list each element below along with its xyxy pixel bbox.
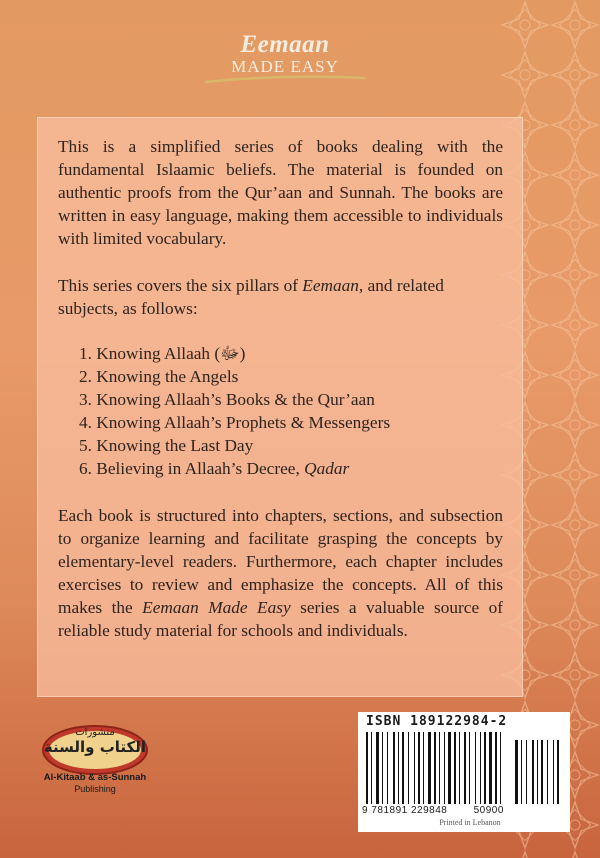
barcode-bar — [454, 732, 456, 804]
barcode-bar — [398, 732, 399, 804]
publisher-name: Al-Kitaab & as-Sunnah Publishing — [43, 772, 147, 794]
list-item: 6. Believing in Allaah’s Decree, Qadar — [79, 459, 350, 478]
barcode-bar — [408, 732, 409, 804]
barcode-number: 9 781891 229848 50900 — [362, 805, 504, 816]
barcode-bar — [414, 732, 415, 804]
list-item: 2. Knowing the Angels — [79, 367, 239, 386]
barcode-bar — [500, 732, 501, 804]
list-item: 1. Knowing Allaah (ﷻ) — [79, 344, 246, 363]
barcode-bar — [557, 740, 559, 804]
barcode-bar — [387, 732, 388, 804]
barcode-bar — [526, 740, 527, 804]
logo-subtitle: MADE EASY — [231, 57, 339, 76]
logo-swoosh — [205, 72, 365, 86]
barcode-bar — [459, 732, 460, 804]
logo-title: Eemaan — [240, 31, 330, 58]
barcode-bar — [521, 740, 522, 804]
list-item: 4. Knowing Allaah’s Prophets & Messengers — [79, 413, 391, 432]
pillars-paragraph: This series covers the six pillars of Eemaan, and related subjects, as follows: — [58, 276, 444, 318]
barcode-bar — [480, 732, 481, 804]
barcode-bar — [371, 732, 372, 804]
barcode-bar — [537, 740, 538, 804]
list-item: 5. Knowing the Last Day — [79, 436, 254, 455]
barcode-bar — [448, 732, 451, 804]
barcode — [364, 732, 564, 804]
barcode-bar — [475, 732, 476, 804]
description — [58, 135, 503, 642]
printed-in: Printed in Lebanon — [439, 818, 501, 827]
isbn-label: ISBN 189122984-2 — [366, 714, 508, 729]
barcode-bar — [541, 740, 543, 804]
barcode-bar — [434, 732, 436, 804]
barcode-bar — [402, 732, 404, 804]
barcode-bar — [515, 740, 518, 804]
barcode-bar — [547, 740, 548, 804]
barcode-bar — [469, 732, 470, 804]
barcode-bar — [495, 732, 497, 804]
barcode-bar — [382, 732, 383, 804]
barcode-bar — [489, 732, 492, 804]
barcode-bar — [418, 732, 420, 804]
intro-paragraph: This is a simplified series of books dealing with the fundamental Islaamic beliefs. The material is founded on authentic proofs from the Qur’aan and Sunnah. The books are written in easy language, making them accessible to individuals with limited vocabulary. — [58, 137, 503, 248]
barcode-bar — [376, 732, 379, 804]
publisher-arabic: منشورات الكتاب والسنة — [43, 727, 147, 756]
barcode-bar — [484, 732, 486, 804]
barcode-bar — [393, 732, 395, 804]
series-logo — [205, 32, 365, 76]
list-item: 3. Knowing Allaah’s Books & the Qur’aan — [79, 390, 375, 409]
book-list — [58, 342, 503, 480]
barcode-bar — [423, 732, 424, 804]
barcode-bar — [444, 732, 445, 804]
barcode-bar — [464, 732, 466, 804]
barcode-bar — [532, 740, 534, 804]
barcode-bar — [439, 732, 440, 804]
barcode-bar — [428, 732, 431, 804]
barcode-bar — [553, 740, 554, 804]
barcode-bar — [366, 732, 368, 804]
structure-paragraph: Each book is structured into chapters, sections, and subsection to organize learning and facilitate grasping the concepts by elementary-level readers. Furthermore, each chapter includes exercises to review and emphasize the concepts. All of this makes the Eemaan Made Easy series a valuable source of reliable study material for schools and individuals. — [58, 506, 503, 640]
